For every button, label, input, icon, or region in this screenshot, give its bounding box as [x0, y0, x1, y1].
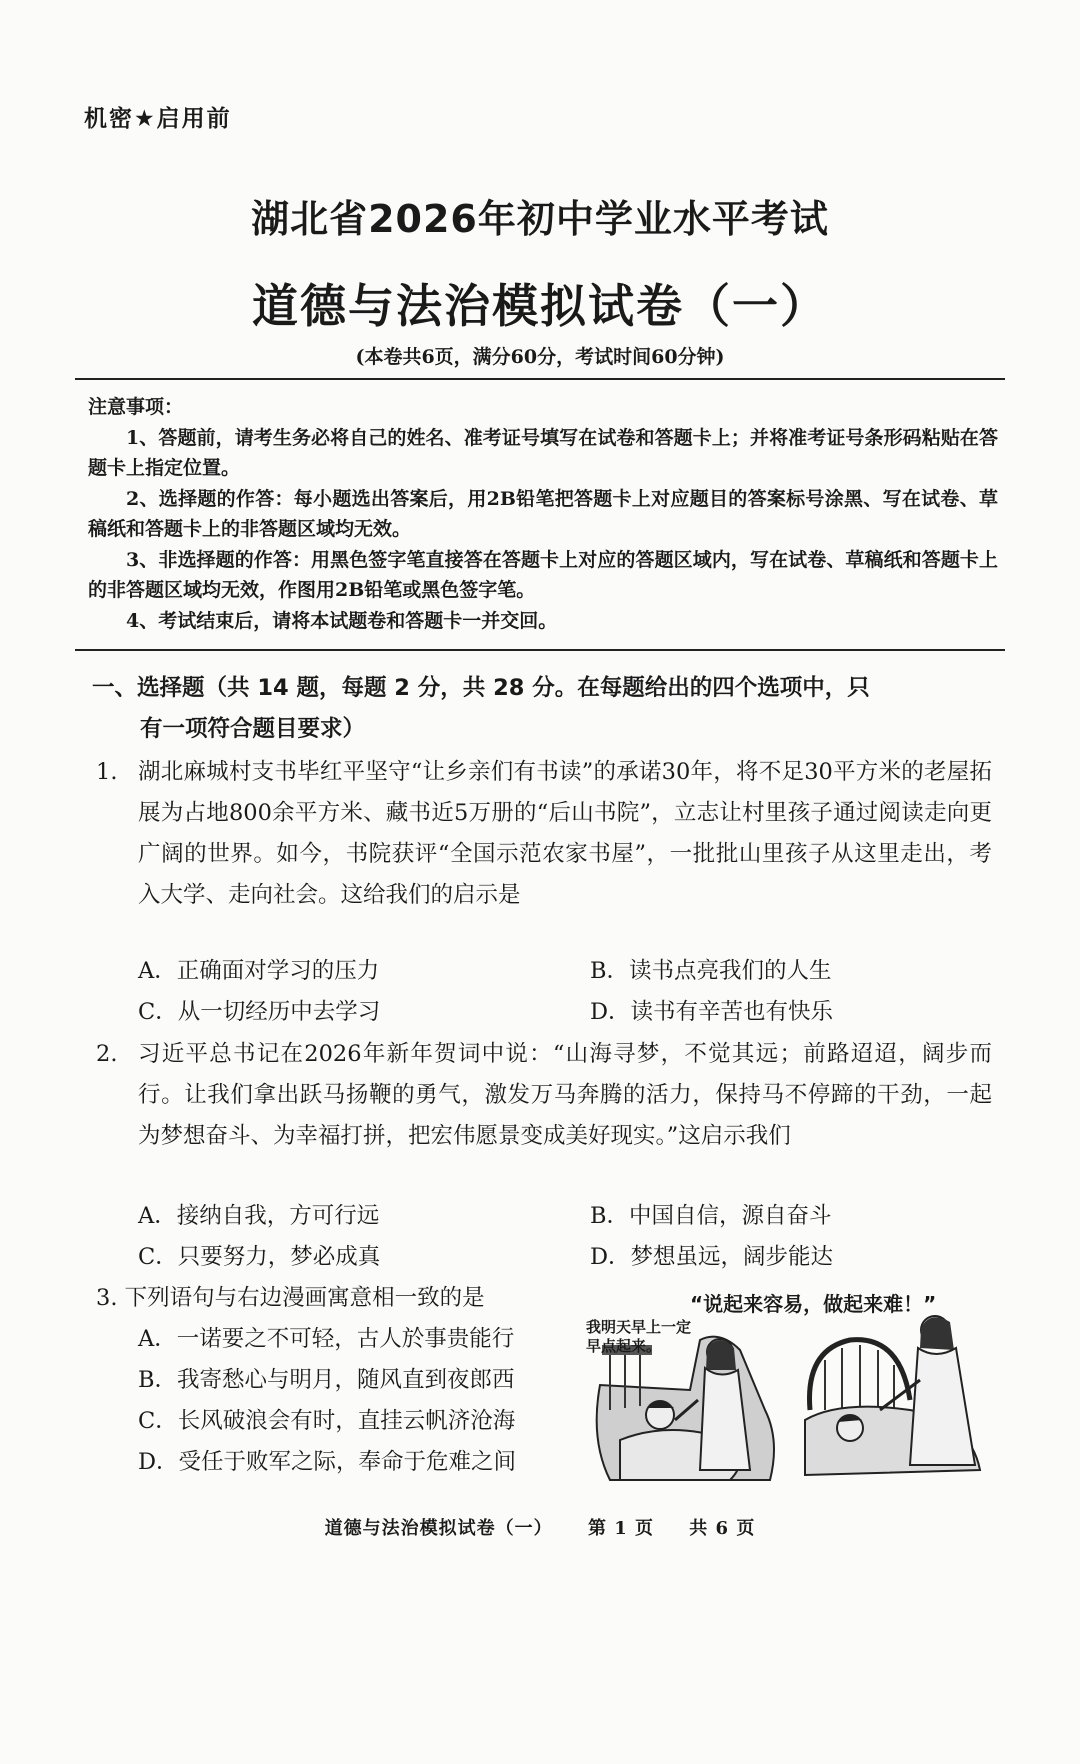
paper-title: 道德与法治模拟试卷（一）	[252, 279, 828, 333]
question-text: 习近平总书记在2026年新年贺词中说：“山海寻梦，不觉其远；前路迢迢，阔步而行。让我们拿出跃马扬鞭的勇气，激发万马奔腾的活力，保持马不停蹄的干劲，一起为梦想奋斗、为幸福打拼，把宏伟愿景变成美好现实。”这启示我们	[138, 1041, 992, 1149]
question-2-options	[138, 1196, 998, 1280]
option-b: B．中国自信，源自奋斗	[590, 1203, 832, 1229]
question-1-options	[138, 951, 998, 1035]
option-c: C．从一切经历中去学习	[138, 999, 381, 1025]
option-a: A．正确面对学习的压力	[138, 958, 380, 984]
paper-info: (本卷共6页，满分60分，考试时间60分钟)	[355, 346, 725, 368]
option-a: A．接纳自我，方可行远	[138, 1203, 380, 1229]
footer-total-pages: 共 6 页	[689, 1518, 756, 1539]
question-text: 下列语句与右边漫画寓意相一致的是	[124, 1285, 485, 1311]
section-heading-line1: 一、选择题（共 14 题，每题 2 分，共 28 分。在每题给出的四个选项中，只	[92, 675, 870, 701]
notes-block	[88, 392, 998, 636]
section-heading	[92, 668, 997, 750]
option-c: C．只要努力，梦必成真	[138, 1244, 381, 1270]
note-item: 2、选择题的作答：每小题选出答案后，用2B铅笔把答题卡上对应题目的答案标号涂黑、写在试卷、草稿纸和答题卡上的非答题区域均无效。	[88, 487, 998, 540]
cartoon-panel-left	[597, 1337, 774, 1480]
note-item: 4、考试结束后，请将本试题卷和答题卡一并交回。	[126, 609, 558, 632]
option-a: A．一诺要之不可轻，古人於事贵能行	[138, 1326, 515, 1352]
cartoon-caption: “说起来容易，做起来难！”	[690, 1292, 937, 1316]
footer-title: 道德与法治模拟试卷（一）	[324, 1518, 553, 1539]
question-number: 1.	[96, 759, 118, 785]
cartoon-speech-bubble: 我明天早上一定早点起来。	[586, 1318, 692, 1355]
question-number: 2.	[96, 1041, 118, 1067]
question-1	[96, 752, 992, 916]
confidential-mark: 机密★启用前	[84, 106, 232, 132]
note-item: 3、非选择题的作答：用黑色签字笔直接答在答题卡上对应的答题区域内，写在试卷、草稿纸和答题卡上的非答题区域均无效，作图用2B铅笔或黑色签字笔。	[88, 548, 998, 601]
option-d: D．梦想虽远，阔步能达	[590, 1244, 834, 1270]
footer-page-number: 第 1 页	[587, 1518, 654, 1539]
option-c: C．长风破浪会有时，直挂云帆济沧海	[138, 1408, 516, 1434]
question-number: 3.	[96, 1285, 118, 1311]
question-3	[96, 1278, 485, 1319]
option-b: B．我寄愁心与明月，随风直到夜郎西	[138, 1367, 515, 1393]
option-d: D．受任于败军之际，奉命于危难之间	[138, 1449, 517, 1475]
page-footer	[0, 1514, 1080, 1540]
divider-top	[75, 378, 1005, 380]
question-2	[96, 1034, 992, 1157]
question-3-options	[138, 1319, 516, 1483]
option-d: D．读书有辛苦也有快乐	[590, 999, 834, 1025]
question-text: 湖北麻城村支书毕红平坚守“让乡亲们有书读”的承诺30年，将不足30平方米的老屋拓展为占地800余平方米、藏书近5万册的“后山书院”，立志让村里孩子通过阅读走向更广阔的世界。如今，书院获评“全国示范农家书屋”，一批批山里孩子从这里走出，考入大学、走向社会。这给我们的启示是	[138, 759, 992, 908]
note-item: 1、答题前，请考生务必将自己的姓名、准考证号填写在试卷和答题卡上；并将准考证号条形码粘贴在答题卡上指定位置。	[88, 426, 998, 479]
option-b: B．读书点亮我们的人生	[590, 958, 832, 984]
cartoon-panel-right	[805, 1316, 980, 1475]
divider-bottom	[75, 649, 1005, 651]
notes-heading: 注意事项：	[88, 396, 184, 418]
exam-title: 湖北省2026年初中学业水平考试	[251, 197, 829, 241]
section-heading-line2: 有一项符合题目要求）	[140, 716, 366, 742]
